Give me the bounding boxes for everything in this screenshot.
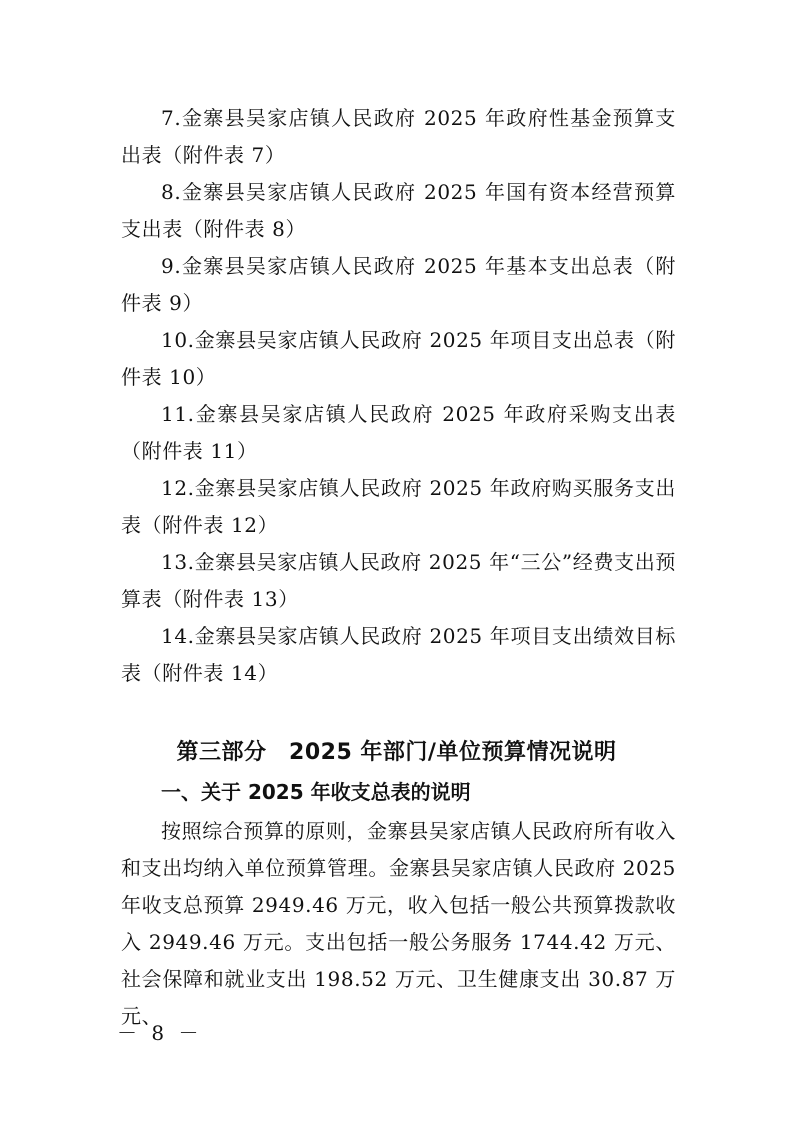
list-item: 13.金寨县吴家店镇人民政府 2025 年“三公”经费支出预算表（附件表 13） bbox=[121, 550, 676, 611]
list-item: 14.金寨县吴家店镇人民政府 2025 年项目支出绩效目标表（附件表 14） bbox=[121, 624, 676, 685]
list-item: 10.金寨县吴家店镇人民政府 2025 年项目支出总表（附件表 10） bbox=[121, 328, 676, 389]
list-item: 9.金寨县吴家店镇人民政府 2025 年基本支出总表（附件表 9） bbox=[121, 254, 676, 315]
list-item: 11.金寨县吴家店镇人民政府 2025 年政府采购支出表（附件表 11） bbox=[121, 402, 676, 463]
list-item: 8.金寨县吴家店镇人民政府 2025 年国有资本经营预算支出表（附件表 8） bbox=[121, 180, 676, 241]
list-item: 12.金寨县吴家店镇人民政府 2025 年政府购买服务支出表（附件表 12） bbox=[121, 476, 676, 537]
attachment-list bbox=[121, 100, 676, 692]
part-heading: 第三部分 2025 年部门/单位预算情况说明 bbox=[176, 740, 617, 765]
section-heading: 一、关于 2025 年收支总表的说明 bbox=[161, 780, 471, 804]
body-paragraph: 按照综合预算的原则，金寨县吴家店镇人民政府所有收入和支出均纳入单位预算管理。金寨县吴家店镇人民政府 2025 年收支总预算 2949.46 万元，收入包括一般公共预算拨款收入 2949.46 万元。支出包括一般公务服务 1744.42 万元、社会保障和就业支出 198.52 万元、卫生健康支出 30.87 万元、 bbox=[121, 819, 676, 1028]
list-item: 7.金寨县吴家店镇人民政府 2025 年政府性基金预算支出表（附件表 7） bbox=[121, 106, 676, 167]
page-number: － 8 － bbox=[117, 1021, 203, 1045]
